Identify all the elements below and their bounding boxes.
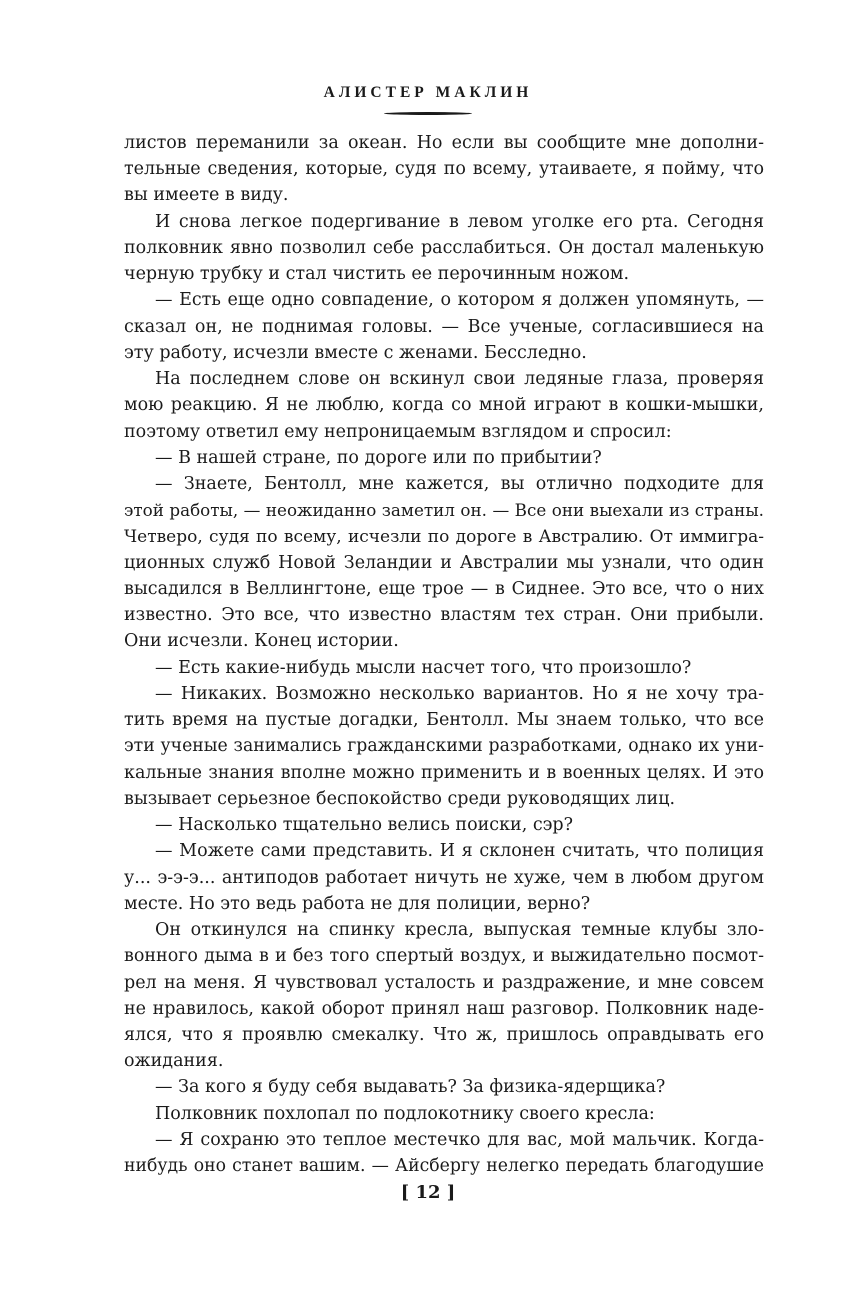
text-line: поэтому ответил ему непроницаемым взглядом и спросил:: [124, 421, 672, 442]
text-line: — Есть какие-нибудь мысли насчет того, что произошло?: [155, 657, 692, 678]
running-head-author: АЛИСТЕР МАКЛИН: [323, 84, 533, 101]
text-line: — Насколько тщательно велись поиски, сэр?: [155, 815, 574, 836]
text-line: ялся, что я проявлю смекалку. Что ж, пришлось оправдывать его: [124, 1024, 764, 1045]
text-line: тить время на пустые догадки, Бентолл. Мы знаем только, что все: [124, 710, 764, 731]
text-line: — В нашей стране, по дороге или по прибытии?: [155, 447, 602, 468]
text-line: Они исчезли. Конец истории.: [124, 631, 399, 652]
text-line: месте. Но это ведь работа не для полиции, верно?: [124, 893, 591, 914]
text-line: ожидания.: [124, 1051, 224, 1072]
text-line: полковник явно позволил себе расслабиться. Он достал маленькую: [124, 237, 764, 258]
text-line: На последнем слове он вскинул свои ледяные глаза, проверяя: [155, 369, 764, 390]
text-line: вызывает серьезное беспокойство среди руководящих лиц.: [124, 788, 676, 809]
text-line: — Я сохраню это теплое местечко для вас, мой мальчик. Когда-: [155, 1129, 764, 1150]
text-line: вонного дыма в и без того спертый воздух, и выжидательно посмот-: [124, 946, 764, 967]
text-line: не нравилось, какой оборот принял наш разговор. Полковник наде-: [124, 998, 764, 1019]
text-line: — Никаких. Возможно несколько вариантов. Но я не хочу тра-: [155, 683, 764, 704]
text-line: Полковник похлопал по подлокотнику своего кресла:: [155, 1103, 655, 1124]
text-line: тельные сведения, которые, судя по всему, утаиваете, я пойму, что: [124, 159, 764, 180]
text-line: вы имеете в виду.: [124, 185, 289, 206]
text-line: сказал он, не поднимая головы. — Все ученые, согласившиеся на: [124, 316, 764, 337]
header-rule: [384, 112, 472, 115]
body-text: [124, 130, 764, 1179]
text-line: Он откинулся на спинку кресла, выпуская темные клубы зло-: [155, 920, 764, 941]
page-number: [ 12 ]: [400, 1182, 456, 1203]
text-line: черную трубку и стал чистить ее перочинным ножом.: [124, 264, 630, 285]
text-line: — Есть еще одно совпадение, о котором я должен упомянуть, —: [155, 290, 764, 311]
text-line: высадился в Веллингтоне, еще трое — в Сиднее. Это все, что о них: [124, 578, 764, 599]
text-line: этой работы, — неожиданно заметил он. — Все они выехали из страны.: [124, 500, 764, 521]
text-line: И снова легкое подергивание в левом уголке его рта. Сегодня: [155, 211, 764, 232]
text-line: — За кого я буду себя выдавать? За физика-ядерщика?: [155, 1077, 666, 1098]
text-line: кальные знания вполне можно применить и в военных целях. И это: [124, 762, 764, 783]
text-line: мою реакцию. Я не люблю, когда со мной играют в кошки-мышки,: [124, 395, 764, 416]
text-line: — Можете сами представить. И я склонен считать, что полиция: [155, 841, 764, 862]
text-line: эту работу, исчезли вместе с женами. Бесследно.: [124, 342, 587, 363]
text-line: нибудь оно станет вашим. — Айсбергу нелегко передать благодушие: [124, 1156, 764, 1177]
text-line: ционных служб Новой Зеландии и Австралии мы узнали, что один: [124, 552, 764, 573]
text-line: листов переманили за океан. Но если вы сообщите мне дополни-: [124, 133, 764, 153]
text-line: у... э-э-э... антиподов работает ничуть не хуже, чем в любом другом: [124, 867, 764, 888]
text-line: эти ученые занимались гражданскими разработками, однако их уни-: [124, 736, 764, 757]
text-line: известно. Это все, что известно властям тех стран. Они прибыли.: [124, 605, 764, 626]
text-line: рел на меня. Я чувствовал усталость и раздражение, и мне совсем: [124, 972, 764, 993]
text-line: Четверо, судя по всему, исчезли по дороге в Австралию. От иммигра-: [124, 526, 764, 547]
text-line: — Знаете, Бентолл, мне кажется, вы отлично подходите для: [155, 474, 764, 495]
